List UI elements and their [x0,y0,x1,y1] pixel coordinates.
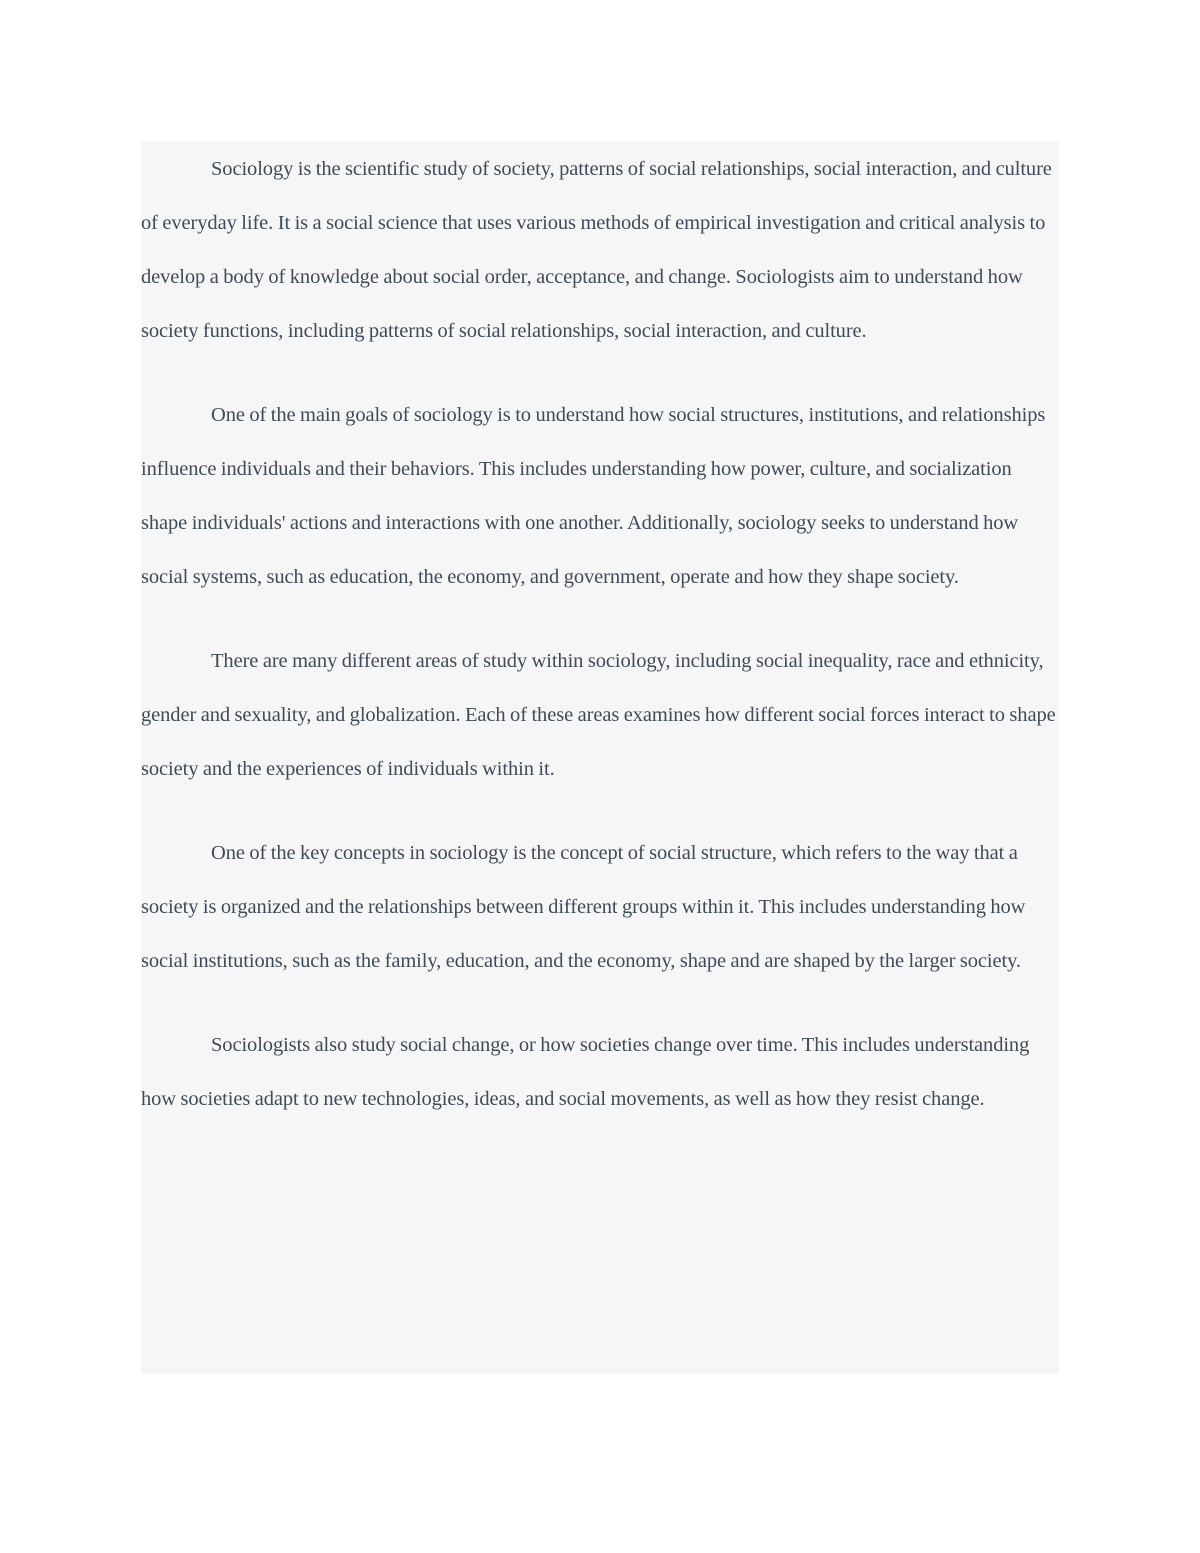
paragraph-areas-of-study: There are many different areas of study within sociology, including social inequality, race and ethnicity, gender and sexuality, and globalization. Each of these areas examines how different social forces interact to shape society and the experiences of individuals within it. [141,650,1056,780]
paragraph-sociology-definition: Sociology is the scientific study of society, patterns of social relationships, social interaction, and culture of everyday life. It is a social science that uses various methods of empirical investigation and critical analysis to develop a body of knowledge about social order, acceptance, and change. Sociologists aim to understand how society functions, including patterns of social relationships, social interaction, and culture. [141,158,1052,342]
paragraph-social-change: Sociologists also study social change, or how societies change over time. This includes understanding how societies adapt to new technologies, ideas, and social movements, as well as how they resist change. [141,1034,1030,1110]
paragraph-main-goals: One of the main goals of sociology is to understand how social structures, institutions, and relationships influence individuals and their behaviors. This includes understanding how power, culture, and socialization shape individuals' actions and interactions with one another. Additionally, sociology seeks to understand how social systems, such as education, the economy, and government, operate and how they shape society. [141,404,1046,588]
paragraph-social-structure: One of the key concepts in sociology is the concept of social structure, which refers to the way that a society is organized and the relationships between different groups within it. This includes understanding how social institutions, such as the family, education, and the economy, shape and are shaped by the larger society. [141,842,1026,972]
highlighted-text-block [141,141,1059,1374]
